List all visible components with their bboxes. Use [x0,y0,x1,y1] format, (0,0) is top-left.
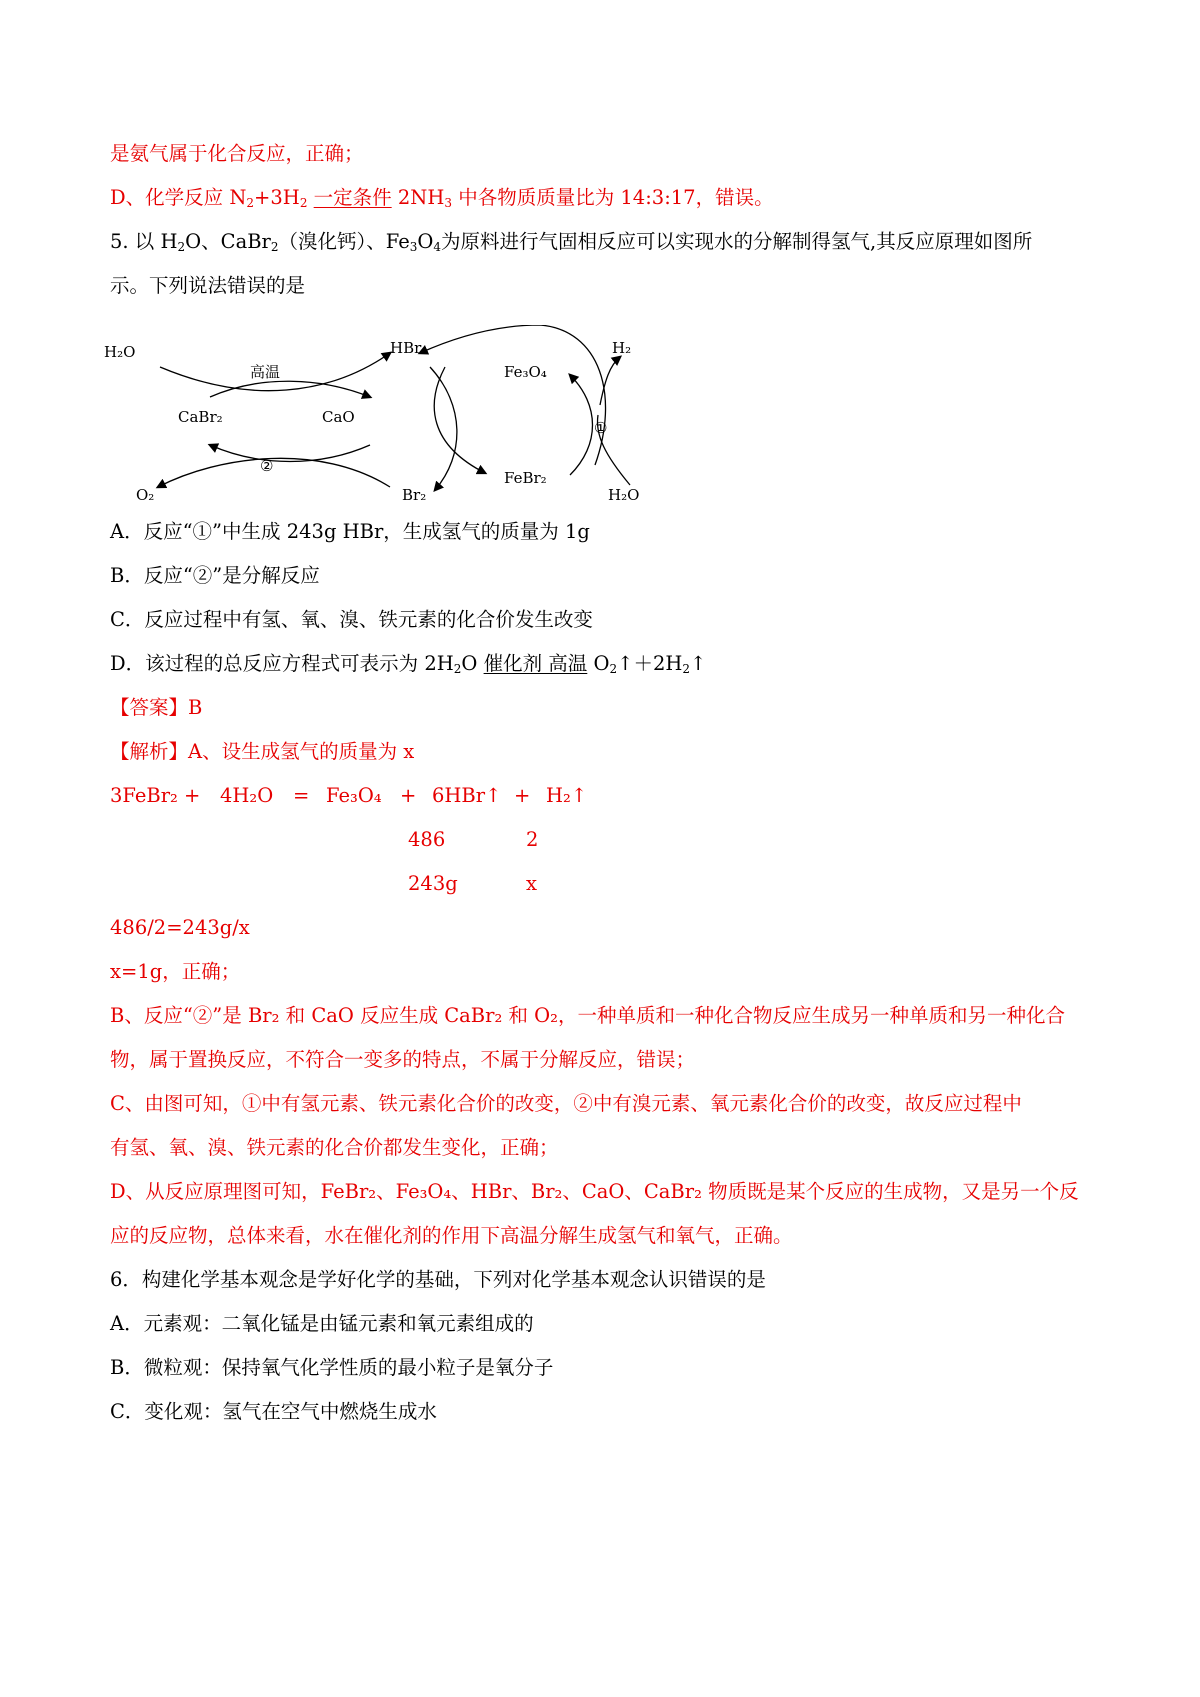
label-hbr: HBr [390,339,422,357]
analysis-c-line2: 有氢、氧、溴、铁元素的化合价都发生变化，正确； [110,1136,559,1159]
eq-h2o: 4H₂O [220,784,274,807]
label-cabr2: CaBr₂ [178,408,223,426]
analysis-c-line1: C、由图可知，①中有氢元素、铁元素化合价的改变，②中有溴元素、氧元素化合价的改变，故反应过程中 [110,1092,1022,1115]
label-fe3o4: Fe₃O₄ [504,363,547,381]
reaction-condition: 一定条件 [313,186,392,209]
q5-option-c: C．反应过程中有氢、氧、溴、铁元素的化合价发生改变 [110,608,593,631]
analysis-b-line1: B、反应“②”是 Br₂ 和 CaO 反应生成 CaBr₂ 和 O₂，一种单质和一种化合物反应生成另一种单质和另一种化合 [110,1004,1065,1027]
arrow-br2-to-o2 [158,458,390,487]
arrow-hbr-to-br2 [430,367,457,490]
q5-stem-line2: 示。下列说法错误的是 [110,274,306,297]
label-cao: CaO [322,408,355,426]
eq-hbr: 6HBr↑ [432,784,502,807]
eq-plus1: + [184,784,201,807]
q6-stem: 6．构建化学基本观念是学好化学的基础，下列对化学基本观念认识错误的是 [110,1268,766,1291]
label-circle2: ② [260,457,274,475]
analysis-d-line1: D、从反应原理图可知，FeBr₂、Fe₃O₄、HBr、Br₂、CaO、CaBr₂ 物质既是某个反应的生成物，又是另一个反 [110,1180,1079,1203]
eq-fe3o4: Fe₃O₄ [326,784,382,807]
prev-answer-line2: D、化学反应 $N_2+3H_2$ 一定条件 $2NH_3$ 中各物质质量比为 14:3:17，错误。 [110,186,774,210]
q5-stem-line1: 5. 以 $H_2O$、CaBr$_2$（溴化钙）、$Fe_3O_4$为原料进行气固相反应可以实现水的分解制得氢气,其反应原理如图所 [110,230,1033,254]
label-h2o-left: H₂O [104,343,136,361]
ratio-h2-mass: 2 [526,828,539,851]
q6-option-a: A．元素观：二氧化锰是由锰元素和氧元素组成的 [110,1312,534,1335]
analysis-d-line2: 应的反应物，总体来看，水在催化剂的作用下高温分解生成氢气和氧气，正确。 [110,1224,793,1247]
eq-febr2: 3FeBr₂ [110,784,178,807]
label-circle1: ① [594,419,608,437]
q5-analysis-intro: 【解析】A、设生成氢气的质量为 x [110,740,415,763]
analysis-b-line2: 物，属于置换反应，不符合一变多的特点，不属于分解反应，错误； [110,1048,696,1071]
label-febr2: FeBr₂ [504,469,547,487]
arrow-febr2-to-fe3o4 [570,375,593,475]
prev-answer-line1: 是氨气属于化合反应，正确； [110,142,364,165]
eq-plus2: + [400,784,417,807]
calc-result: x=1g，正确； [110,960,241,983]
q5-answer: 【答案】B [110,696,203,719]
q6-option-c: C．变化观：氢气在空气中燃烧生成水 [110,1400,437,1423]
eq-plus3: + [514,784,531,807]
label-gaowen: 高温 [250,363,281,381]
label-br2: Br₂ [402,486,427,504]
ratio-hbr-mass: 486 [408,828,446,851]
q5-option-a: A．反应“①”中生成 243g HBr，生成氢气的质量为 1g [110,520,590,543]
calc-proportion: 486/2=243g/x [110,916,250,939]
ratio-hbr-actual: 243g [408,872,458,895]
label-h2o-right: H₂O [608,486,640,504]
q5-option-b: B．反应“②”是分解反应 [110,564,320,587]
total-reaction-condition: 催化剂 高温 [483,652,588,675]
q6-option-b: B．微粒观：保持氧气化学性质的最小粒子是氧分子 [110,1356,554,1379]
label-h2: H₂ [612,339,632,357]
eq-equals: = [293,784,310,807]
q5-option-d: D．该过程的总反应方程式可表示为 $2H_2O$ 催化剂 高温 $O_2↑+2H_2↑$ [110,652,707,676]
label-o2: O₂ [136,486,155,504]
eq-h2: H₂↑ [546,784,588,807]
ratio-h2-unknown: x [526,872,537,895]
